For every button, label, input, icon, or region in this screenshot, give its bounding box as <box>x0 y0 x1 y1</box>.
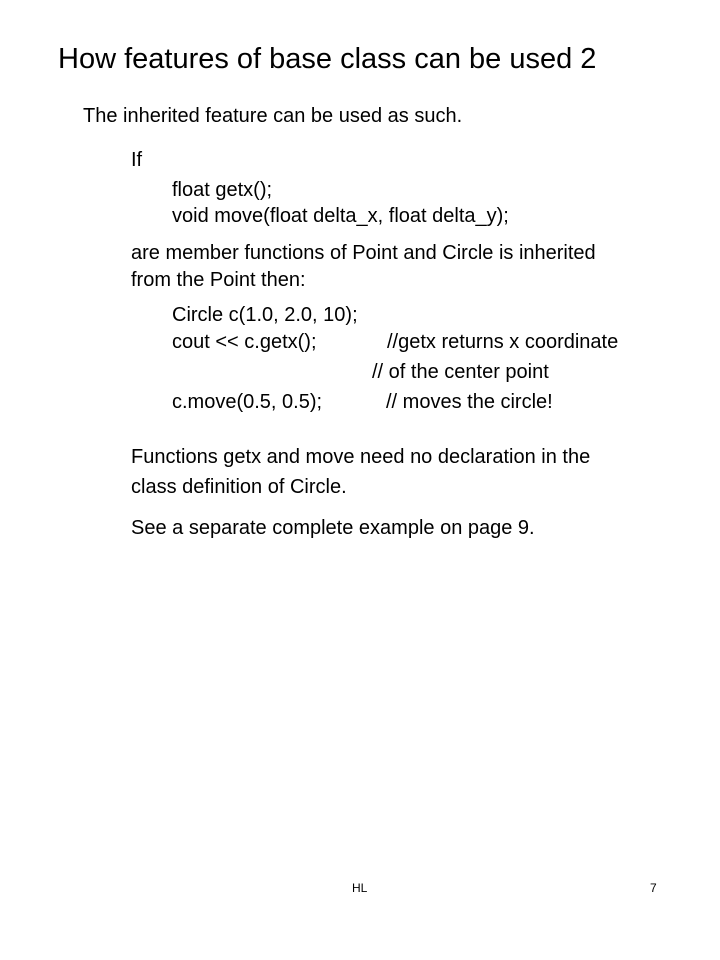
example-comment-line-3: // of the center point <box>372 361 549 383</box>
slide-subtitle: The inherited feature can be used as such. <box>83 105 463 127</box>
footer-author: HL <box>352 881 368 895</box>
slide-title: How features of base class can be used 2 <box>58 43 597 75</box>
explanation-line-2: from the Point then: <box>131 269 306 291</box>
example-code-line-1: Circle c(1.0, 2.0, 10); <box>172 304 358 326</box>
code-line-move-declaration: void move(float delta_x, float delta_y); <box>172 205 509 227</box>
footer-page-number: 7 <box>650 881 657 895</box>
see-also-text: See a separate complete example on page 9. <box>131 517 535 539</box>
condition-intro: If <box>131 149 143 171</box>
explanation-line-1: are member functions of Point and Circle is inherited <box>131 242 596 264</box>
example-code-line-4: c.move(0.5, 0.5); <box>172 391 323 413</box>
example-comment-line-4: // moves the circle! <box>386 391 553 413</box>
code-line-getx-declaration: float getx(); <box>172 179 273 201</box>
note-line-1: Functions getx and move need no declaration in the <box>131 446 591 468</box>
example-comment-line-2: //getx returns x coordinate <box>387 331 619 353</box>
example-code-line-2: cout << c.getx(); <box>172 331 317 353</box>
note-line-2: class definition of Circle. <box>131 476 347 498</box>
